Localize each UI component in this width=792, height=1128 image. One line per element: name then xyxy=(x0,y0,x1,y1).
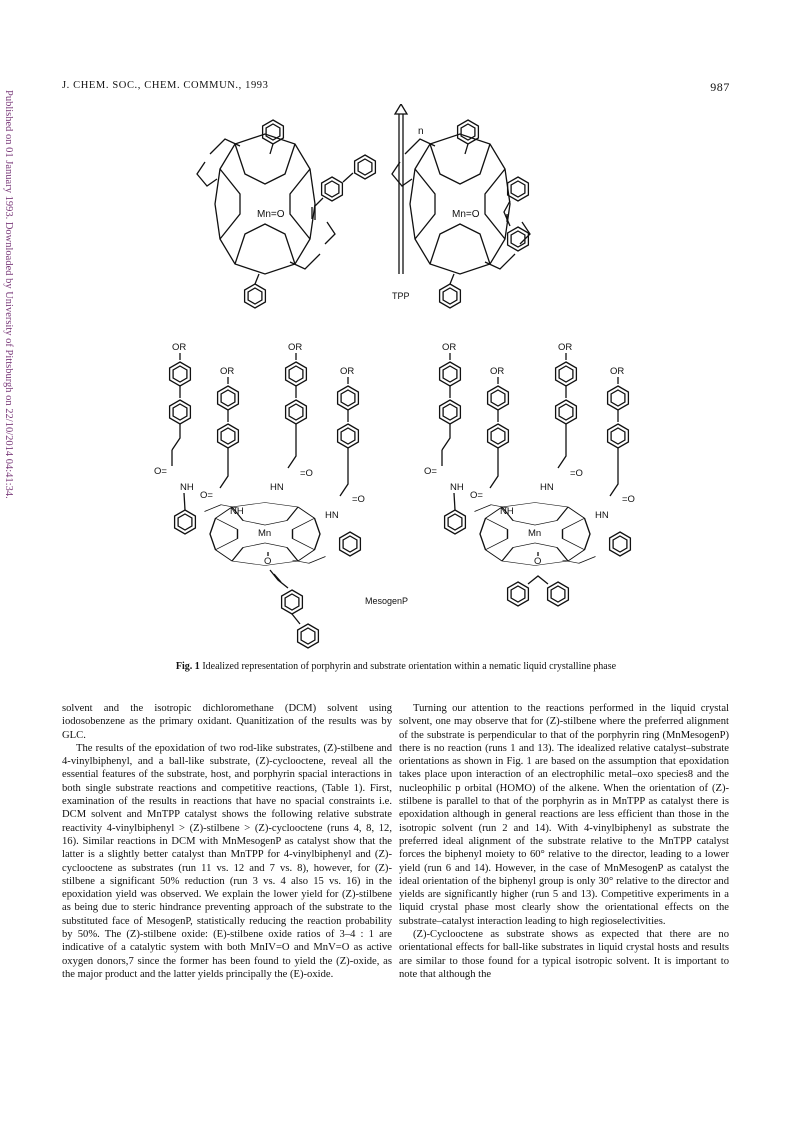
svg-text:OR: OR xyxy=(610,366,625,377)
mesogen-arm-2 xyxy=(200,366,238,501)
mesogen-arm-4 xyxy=(325,366,365,556)
svg-text:=O: =O xyxy=(570,468,583,479)
mesogenp-right xyxy=(424,342,635,606)
figure-caption-label: Fig. 1 xyxy=(175,661,200,672)
journal-title: J. CHEM. SOC., CHEM. COMMUN., 1993 xyxy=(62,80,269,91)
director-label: n xyxy=(418,126,424,137)
svg-text:NH: NH xyxy=(180,482,194,493)
svg-text:OR: OR xyxy=(340,366,355,377)
svg-text:NH: NH xyxy=(450,482,464,493)
svg-text:O: O xyxy=(534,556,542,567)
mesogenp-left xyxy=(154,342,365,648)
mn-oxo-label: Mn=O xyxy=(257,209,285,220)
svg-text:=O: =O xyxy=(352,494,365,505)
figure-1 xyxy=(140,104,660,652)
svg-text:HN: HN xyxy=(270,482,284,493)
download-notice: Published on 01 January 1993. Downloaded by University of Pittsburgh on 22/10/2014 04:41:34. xyxy=(3,90,14,499)
svg-text:NH: NH xyxy=(230,506,244,517)
left-paragraph-2: The results of the epoxidation of two rod-like substrates, (Z)-stilbene and 4-vinylbiphenyl, and a ball-like substrate, (Z)-cyclooctene, reveal all the essential features of the substrate, host, and porphyrin spacial interactions in both single substrate reactions and competitive reactions, (Table 1). First, examination of the results in reactions that have no spacial constraints i.e. DCM solvent and MnTPP catalyst shows the following relative substrate reactivity 4-vinylbiphenyl > (Z)-stilbene > (Z)-cyclooctene (runs 4, 8, 12, 16). Similar reactions in DCM with MnMesogenP as catalyst show that the latter is a slightly better catalyst than MnTPP for 4-vinylbiphenyl and (Z)-cyclooctene as substrates (run 11 vs. 12 and 7 vs. 8), however, for (Z)-stilbene a significant 50% reduction (run 3 vs. 4 also 15 vs. 16) in the epoxidation yield was observed. We explain the lower yield for (Z)-stilbene as being due to steric hindrance preventing approach of the substrate to the substituted face of MesogenP, statistically reducing the reaction probability by 50%. The (Z)-stilbene oxide: (E)-stilbene oxide ratios of 3–4 : 1 are indicative of a catalytic system with both MnIV=O and MnV=O as active oxygen donors,7 since the former has been found to yield the (Z)-oxide, as the major product and the latter yields principally the (E)-oxide. xyxy=(62,742,392,980)
z-stilbene-mesogen-substrate xyxy=(508,576,569,606)
tpp-label: TPP xyxy=(392,291,410,301)
right-paragraph-1: Turning our attention to the reactions performed in the liquid crystal solvent, one may observe that for (Z)-stilbene where the preferred alignment of the substrate is perpendicular to that of the porphyrin ring (MnMesogenP) there is no reaction (runs 1 and 13). The idealized relative catalyst–substrate orientations as shown in Fig. 1 are based on the assumption that epoxidation takes place upon interaction of an electrophilic metal–oxo species8 and the nucleophilic p orbital (HOMO) of the alkene. When the orientation of (Z)-stilbene is parallel to that of the porphyrin as in MnTPP as catalyst there is epoxidation although in general reactions are less efficient than those in the isotropic solvent (run 2 and 14). With 4-vinylbiphenyl as substrate the preferred ideal alignment of the substrate relative to the MnTPP catalyst forces the biphenyl moiety to 60° relative to the director, leading to a lower yield (run 6 and 14). However, in the case of MnMesogenP as catalyst the ideal orientation of the biphenyl group is only 30° relative to the director and yields are significantly higher (run 5 and 13). Competitive experiments in a liquid crystal phase most clearly show the orientational effects on the substrate–catalyst interaction leading to high regioselectivities. xyxy=(399,703,729,927)
download-watermark xyxy=(2,90,16,670)
svg-text:HN: HN xyxy=(595,510,609,521)
svg-text:Mn: Mn xyxy=(258,528,272,539)
svg-text:OR: OR xyxy=(442,342,457,353)
svg-text:O=: O= xyxy=(200,490,213,501)
running-header xyxy=(62,80,730,94)
mn-oxo-label-right: Mn=O xyxy=(452,209,480,220)
left-column xyxy=(62,702,392,981)
right-paragraph-2: (Z)-Cyclooctene as substrate shows as expected that there are no orientational effects for ball-like substrates in liquid crystal hosts and results are similar to those found for a typical isotropic solvent. It is important to note that although the xyxy=(399,929,729,980)
mesogen-arm-3 xyxy=(270,342,313,493)
svg-text:OR: OR xyxy=(558,342,573,353)
vinylbiphenyl-substrate xyxy=(312,155,375,220)
right-column xyxy=(399,702,729,981)
svg-text:HN: HN xyxy=(540,482,554,493)
svg-text:O: O xyxy=(264,556,272,567)
svg-text:OR: OR xyxy=(172,342,187,353)
mesogenp-label: MesogenP xyxy=(365,596,409,606)
svg-text:NH: NH xyxy=(500,506,514,517)
svg-text:=O: =O xyxy=(300,468,313,479)
mesogen-arm-1 xyxy=(154,342,195,534)
figure-caption-text: Idealized representation of porphyrin and substrate orientation within a nematic liquid crystalline phase xyxy=(202,661,617,672)
svg-text:O=: O= xyxy=(424,466,437,477)
vinylbiphenyl-mesogen-substrate xyxy=(270,570,318,648)
svg-text:Mn: Mn xyxy=(528,528,542,539)
svg-text:=O: =O xyxy=(622,494,635,505)
svg-text:OR: OR xyxy=(220,366,235,377)
svg-text:HN: HN xyxy=(325,510,339,521)
svg-text:O=: O= xyxy=(470,490,483,501)
director-arrow xyxy=(395,104,407,274)
svg-text:O=: O= xyxy=(154,466,167,477)
structure-diagram xyxy=(140,104,660,652)
left-paragraph-1: solvent and the isotropic dichloromethane (DCM) solvent using iodosobenzene as the primary oxidant. Quanitization of the results was by GLC. xyxy=(62,703,392,741)
figure-caption xyxy=(60,661,732,672)
svg-text:OR: OR xyxy=(490,366,505,377)
svg-text:OR: OR xyxy=(288,342,303,353)
z-stilbene-substrate xyxy=(504,177,528,251)
page-number: 987 xyxy=(710,80,730,94)
